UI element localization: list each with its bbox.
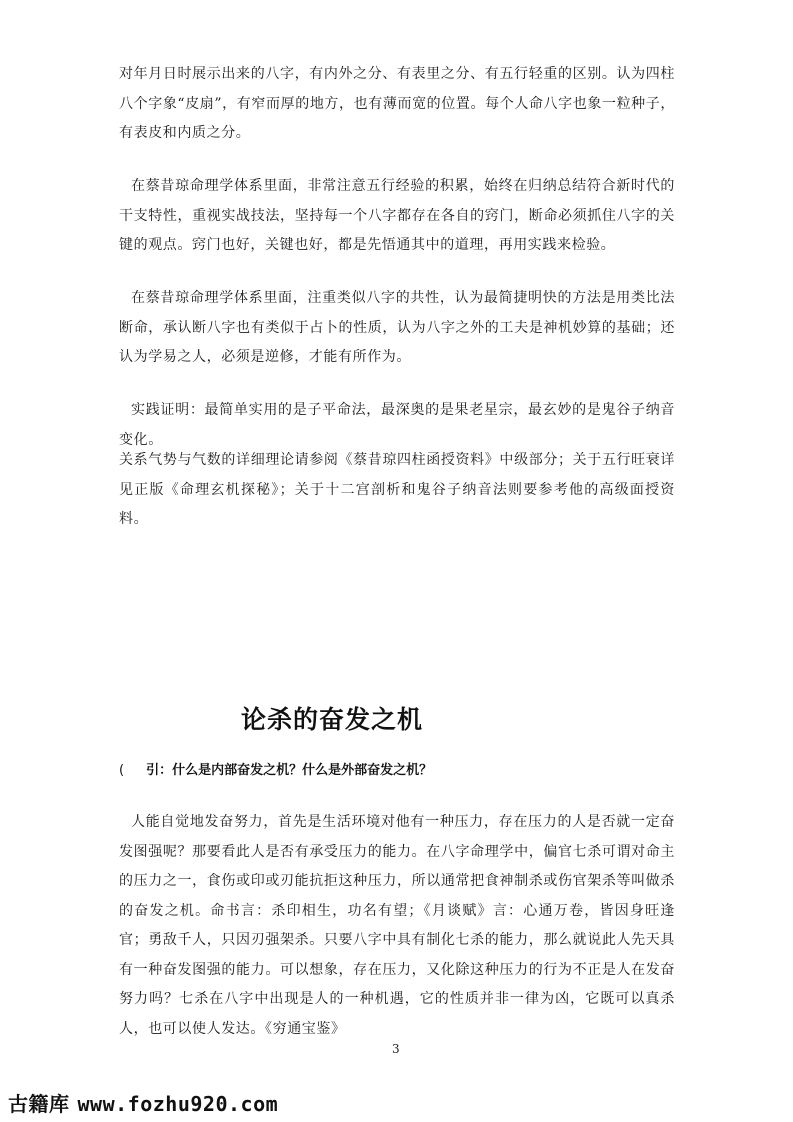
paragraph-2: 在蔡昔琼命理学体系里面，非常注意五行经验的积累，始终在归纳总结符合新时代的干支特性，重视实战技法，坚持每一个八字都存在各自的窍门，断命必须抓住八字的关键的观点。窍门也好，关键也好，都是先悟通其中的道理，再用实践来检验。	[119, 178, 675, 253]
paragraph-1: 对年月日时展示出来的八字，有内外之分、有表里之分、有五行轻重的区别。认为四柱八个字象“皮扇”，有窄而厚的地方，也有薄而宽的位置。每个人命八字也象一粒种子，有表皮和内质之分。	[119, 66, 675, 141]
watermark-site-name: 古籍库	[8, 1092, 70, 1116]
site-watermark	[8, 1088, 278, 1117]
paragraph-5: 关系气势与气数的详细理论请参阅《蔡昔琼四柱函授资料》中级部分；关于五行旺衰详见正版《命理玄机探秘》；关于十二宫剖析和鬼谷子纳音法则要参考他的高级面授资料。	[119, 452, 675, 527]
section-body-paragraph: 人能自觉地发奋努力，首先是生活环境对他有一种压力，存在压力的人是否就一定奋发图强呢？那要看此人是否有承受压力的能力。在八字命理学中，偏官七杀可谓对命主的压力之一，食伤或印或刃能抗拒这种压力，所以通常把食神制杀或伤官架杀等叫做杀的奋发之机。命书言：杀印相生，功名有望；《月谈赋》言：心通万卷，皆因身旺逢官；勇敌千人，只因刃强架杀。只要八字中具有制化七杀的能力，那么就说此人先天具有一种奋发图强的能力。可以想象，存在压力，又化除这种压力的行为不正是人在发奋努力吗？七杀在八字中出现是人的一种机遇，它的性质并非一律为凶，它既可以真杀人，也可以使人发达。《穷通宝鉴》	[119, 814, 675, 1037]
section-title: 论杀的奋发之机	[241, 705, 424, 734]
page-number: 3	[392, 1042, 400, 1056]
intro-text: 引：什么是内部奋发之机？什么是外部奋发之机？	[146, 763, 433, 778]
paragraph-4: 实践证明：最简单实用的是子平命法，最深奥的是果老星宗，最玄妙的是鬼谷子纳音变化。	[119, 402, 675, 448]
section-intro	[119, 759, 432, 778]
paragraph-3: 在蔡昔琼命理学体系里面，注重类似八字的共性，认为最简捷明快的方法是用类比法断命，承认断八字也有类似于占卜的性质，认为八字之外的工夫是神机妙算的基础；还认为学易之人，必须是逆修，才能有所作为。	[119, 290, 675, 365]
watermark-url: www.fozhu920.com	[77, 1092, 279, 1116]
intro-paren: (	[119, 763, 125, 778]
